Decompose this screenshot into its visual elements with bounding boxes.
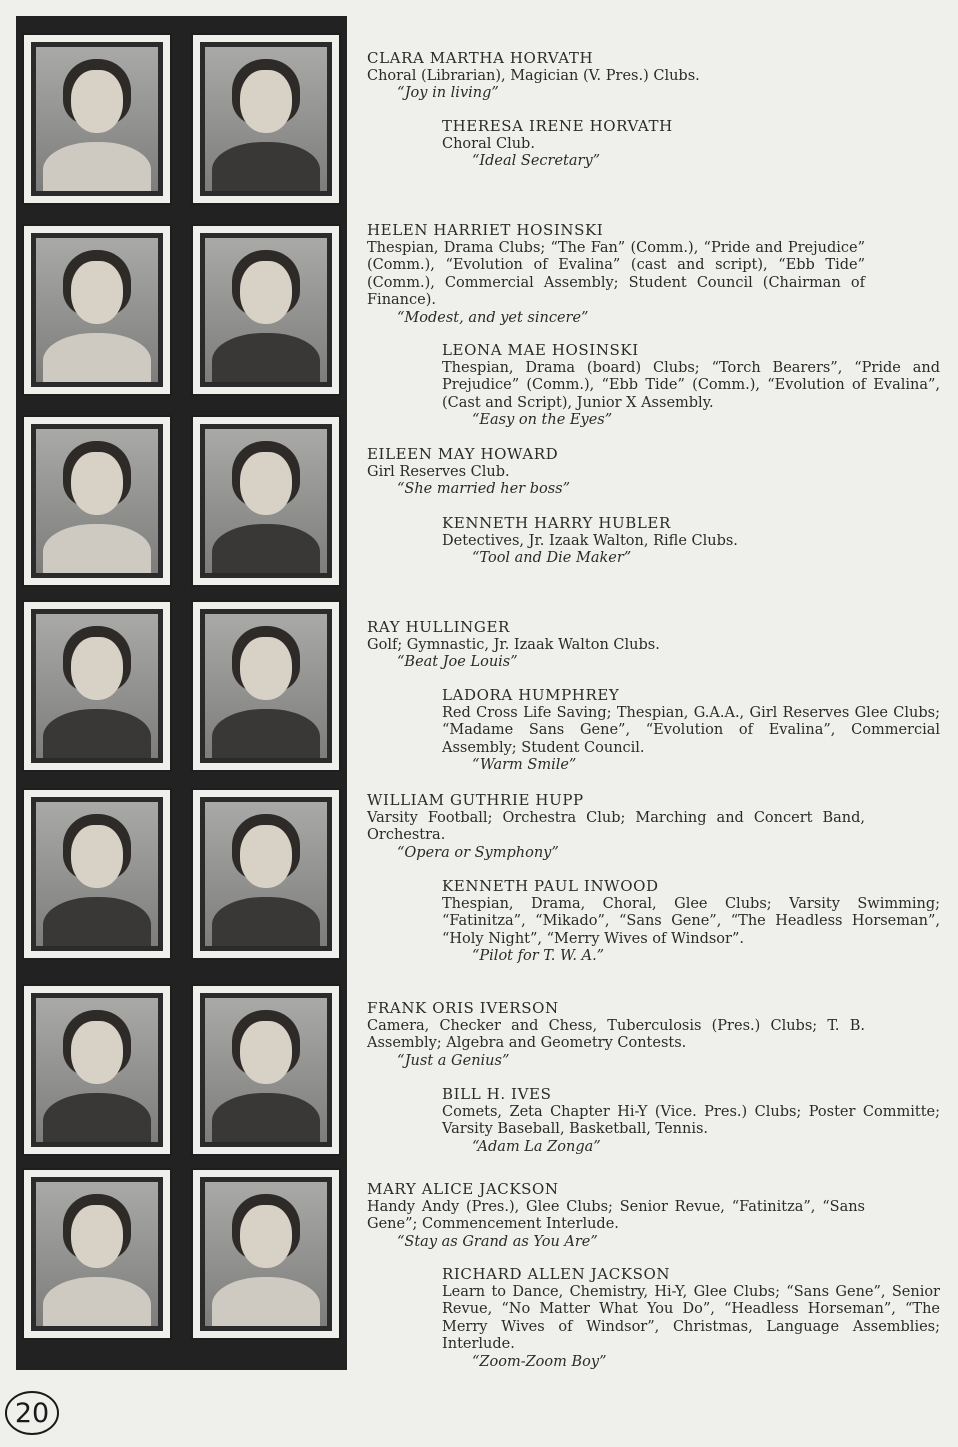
page-number (2, 1388, 62, 1438)
senior-motto: “Adam La Zonga” (472, 1138, 601, 1155)
senior-motto: “She married her boss” (397, 481, 571, 497)
senior-motto: “Warm Smile” (472, 757, 577, 773)
senior-name: THERESA IRENE HORVATH (442, 117, 673, 135)
senior-name: FRANK ORIS IVERSON (367, 999, 559, 1017)
senior-activities: Thespian, Drama (board) Clubs; “Torch Bearers”, “Pride and Prejudice” (Comm.), “Ebb Tide” (Comm.), “Evolution of Evalina”, (Cast and Script), Junior X Assembly. (442, 359, 940, 411)
senior-motto: “Just a Genius” (397, 1052, 510, 1069)
portrait-bill-ives (191, 984, 341, 1156)
portrait-helen-hosinski (22, 224, 172, 396)
portrait-ladora-humphrey (191, 600, 341, 772)
portrait-leona-hosinski (191, 224, 341, 396)
senior-activities: Choral (Librarian), Magician (V. Pres.) Clubs. (367, 67, 700, 84)
senior-activities: Camera, Checker and Chess, Tuberculosis (Pres.) Clubs; T. B. Assembly; Algebra and Geometry Contests. (367, 1017, 865, 1051)
portrait-frank-iverson (22, 984, 172, 1156)
senior-motto: “Beat Joe Louis” (397, 654, 518, 670)
senior-entry (442, 342, 940, 430)
senior-activities: Varsity Football; Orchestra Club; Marching and Concert Band, Orchestra. (367, 809, 865, 843)
senior-name: BILL H. IVES (442, 1085, 552, 1103)
senior-name: KENNETH PAUL INWOOD (442, 877, 659, 895)
portrait-kenneth-inwood (191, 788, 341, 960)
senior-name: RICHARD ALLEN JACKSON (442, 1265, 671, 1283)
senior-activities: Detectives, Jr. Izaak Walton, Rifle Clubs. (442, 532, 738, 549)
senior-activities: Thespian, Drama, Choral, Glee Clubs; Varsity Swimming; “Fatinitza”, “Mikado”, “Sans Gene”, “The Headless Horseman”, “Holy Night”, “Merry Wives of Windsor”. (442, 895, 940, 947)
senior-activities: Red Cross Life Saving; Thespian, G.A.A., Girl Reserves Glee Clubs; “Madame Sans Gene”, “Evolution of Evalina”, Commercial Assembly; Student Council. (442, 704, 940, 756)
senior-motto: “Zoom-Zoom Boy” (472, 1353, 607, 1370)
senior-activities: Learn to Dance, Chemistry, Hi-Y, Glee Clubs; “Sans Gene”, Senior Revue, “No Matter What You Do”, “Headless Horseman”, “The Merry Wives of Windsor”, Christmas, Language Assemblies; Interlude. (442, 1283, 940, 1352)
portrait-mary-jackson (22, 1168, 172, 1340)
senior-entry (442, 1266, 940, 1371)
senior-name: EILEEN MAY HOWARD (367, 445, 559, 463)
senior-entry (367, 792, 865, 862)
senior-entry (442, 687, 940, 775)
senior-name: RAY HULLINGER (367, 618, 510, 636)
senior-activities: Handy Andy (Pres.), Glee Clubs; Senior Revue, “Fatinitza”, “Sans Gene”; Commencement Interlude. (367, 1198, 865, 1232)
portrait-william-hupp (22, 788, 172, 960)
portrait-kenneth-hubler (191, 415, 341, 587)
senior-activities: Choral Club. (442, 135, 535, 152)
senior-entry (367, 619, 865, 672)
senior-motto: “Easy on the Eyes” (472, 412, 613, 428)
portrait-panel (16, 16, 347, 1370)
portrait-ray-hullinger (22, 600, 172, 772)
senior-motto: “Joy in living” (397, 85, 499, 101)
senior-entry (367, 50, 865, 103)
senior-motto: “Tool and Die Maker” (472, 550, 632, 566)
senior-name: CLARA MARTHA HORVATH (367, 49, 594, 67)
page-number-label: 20 (14, 1398, 50, 1429)
senior-name: HELEN HARRIET HOSINSKI (367, 221, 604, 239)
senior-entry (367, 222, 865, 327)
senior-entry (367, 1181, 865, 1251)
senior-motto: “Ideal Secretary” (472, 153, 601, 169)
senior-entry (442, 878, 940, 966)
portrait-clara-horvath (22, 33, 172, 205)
portrait-theresa-horvath (191, 33, 341, 205)
senior-activities: Girl Reserves Club. (367, 463, 510, 480)
portrait-eileen-howard (22, 415, 172, 587)
senior-entry (442, 118, 940, 171)
senior-name: LEONA MAE HOSINSKI (442, 341, 639, 359)
senior-entry (367, 446, 865, 499)
senior-name: WILLIAM GUTHRIE HUPP (367, 791, 584, 809)
portrait-richard-jackson (191, 1168, 341, 1340)
senior-entry (367, 1000, 865, 1070)
senior-motto: “Opera or Symphony” (397, 844, 559, 861)
senior-motto: “Stay as Grand as You Are” (397, 1233, 598, 1250)
senior-name: LADORA HUMPHREY (442, 686, 620, 704)
senior-entry (442, 1086, 940, 1156)
senior-motto: “Modest, and yet sincere” (397, 309, 589, 326)
senior-motto: “Pilot for T. W. A.” (472, 948, 605, 964)
senior-activities: Comets, Zeta Chapter Hi-Y (Vice. Pres.) Clubs; Poster Committe; Varsity Baseball, Basketball, Tennis. (442, 1103, 940, 1137)
senior-activities: Thespian, Drama Clubs; “The Fan” (Comm.), “Pride and Prejudice” (Comm.), “Evolution of Evalina” (cast and script), “Ebb Tide” (Comm.), Commercial Assembly; Student Council (Chairman of Finance). (367, 239, 865, 308)
senior-name: KENNETH HARRY HUBLER (442, 514, 671, 532)
senior-entry (442, 515, 940, 568)
senior-activities: Golf; Gymnastic, Jr. Izaak Walton Clubs. (367, 636, 660, 653)
senior-name: MARY ALICE JACKSON (367, 1180, 559, 1198)
